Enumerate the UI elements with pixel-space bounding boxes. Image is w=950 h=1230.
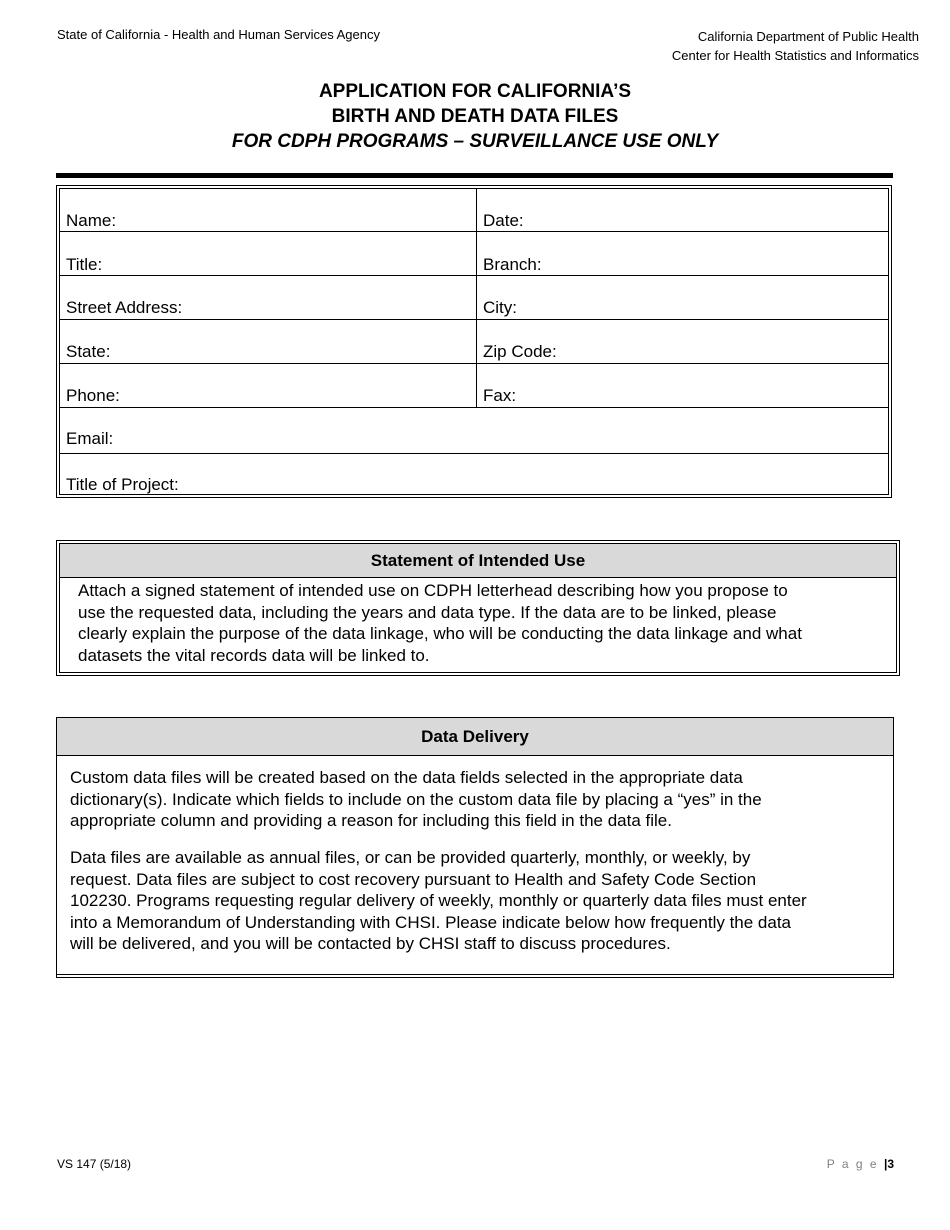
intended-use-text [78, 580, 802, 666]
fax-field[interactable]: Fax: [483, 386, 517, 405]
delivery-line: Data files are available as annual files, or can be provided quarterly, monthly, or weekly, by [70, 848, 751, 867]
data-delivery-paragraph-2 [70, 847, 807, 955]
contact-info-table [56, 185, 892, 498]
page-number-footer [827, 1157, 894, 1171]
department-header [672, 27, 919, 65]
email-field[interactable]: Email: [66, 429, 114, 448]
center-name: Center for Health Statistics and Informatics [671, 48, 919, 63]
delivery-line: into a Memorandum of Understanding with CHSI. Please indicate below how frequently the data [70, 912, 792, 932]
form-title [0, 79, 950, 154]
page-number: 3 [887, 1157, 894, 1171]
project-title-field[interactable]: Title of Project: [66, 475, 179, 494]
page-label: P a g e [826, 1157, 879, 1171]
title-line-3: FOR CDPH PROGRAMS – SURVEILLANCE USE ONLY [231, 131, 719, 152]
title-divider [56, 173, 893, 178]
intended-use-line: Attach a signed statement of intended use on CDPH letterhead describing how you propose to [78, 581, 788, 600]
agency-header: State of California - Health and Human Services Agency [57, 27, 381, 42]
city-field[interactable]: City: [483, 298, 517, 317]
column-divider [476, 189, 477, 407]
delivery-line: dictionary(s). Indicate which fields to include on the custom data file by placing a “yes” in the [70, 789, 762, 809]
delivery-line: will be delivered, and you will be contacted by CHSI staff to discuss procedures. [70, 934, 671, 953]
date-field[interactable]: Date: [483, 211, 524, 230]
delivery-line: Custom data files will be created based on the data fields selected in the appropriate data [70, 768, 743, 787]
form-id: VS 147 (5/18) [57, 1157, 132, 1171]
phone-field[interactable]: Phone: [66, 386, 120, 405]
title-line-2: BIRTH AND DEATH DATA FILES [331, 106, 619, 127]
intended-use-line: use the requested data, including the years and data type. If the data are to be linked, please [78, 602, 777, 622]
street-address-field[interactable]: Street Address: [66, 298, 183, 317]
title-field[interactable]: Title: [66, 255, 103, 274]
intended-use-line: clearly explain the purpose of the data linkage, who will be conducting the data linkage and what [78, 624, 802, 643]
zip-code-field[interactable]: Zip Code: [483, 342, 557, 361]
department-name: California Department of Public Health [697, 29, 919, 44]
intended-use-section [56, 540, 900, 676]
delivery-line: 102230. Programs requesting regular delivery of weekly, monthly or quarterly data files must enter [70, 891, 807, 910]
data-delivery-paragraph-1 [70, 767, 762, 832]
delivery-line: request. Data files are subject to cost recovery pursuant to Health and Safety Code Section [70, 869, 757, 889]
intended-use-heading: Statement of Intended Use [60, 544, 896, 578]
data-delivery-heading: Data Delivery [57, 718, 893, 756]
intended-use-line: datasets the vital records data will be linked to. [78, 645, 430, 665]
branch-field[interactable]: Branch: [483, 255, 542, 274]
state-field[interactable]: State: [66, 342, 111, 361]
name-field[interactable]: Name: [66, 211, 117, 230]
page-separator: | [883, 1157, 888, 1171]
title-line-1: APPLICATION FOR CALIFORNIA’S [318, 81, 632, 102]
delivery-line: appropriate column and providing a reason for including this field in the data file. [70, 811, 672, 830]
data-delivery-section [56, 717, 894, 978]
